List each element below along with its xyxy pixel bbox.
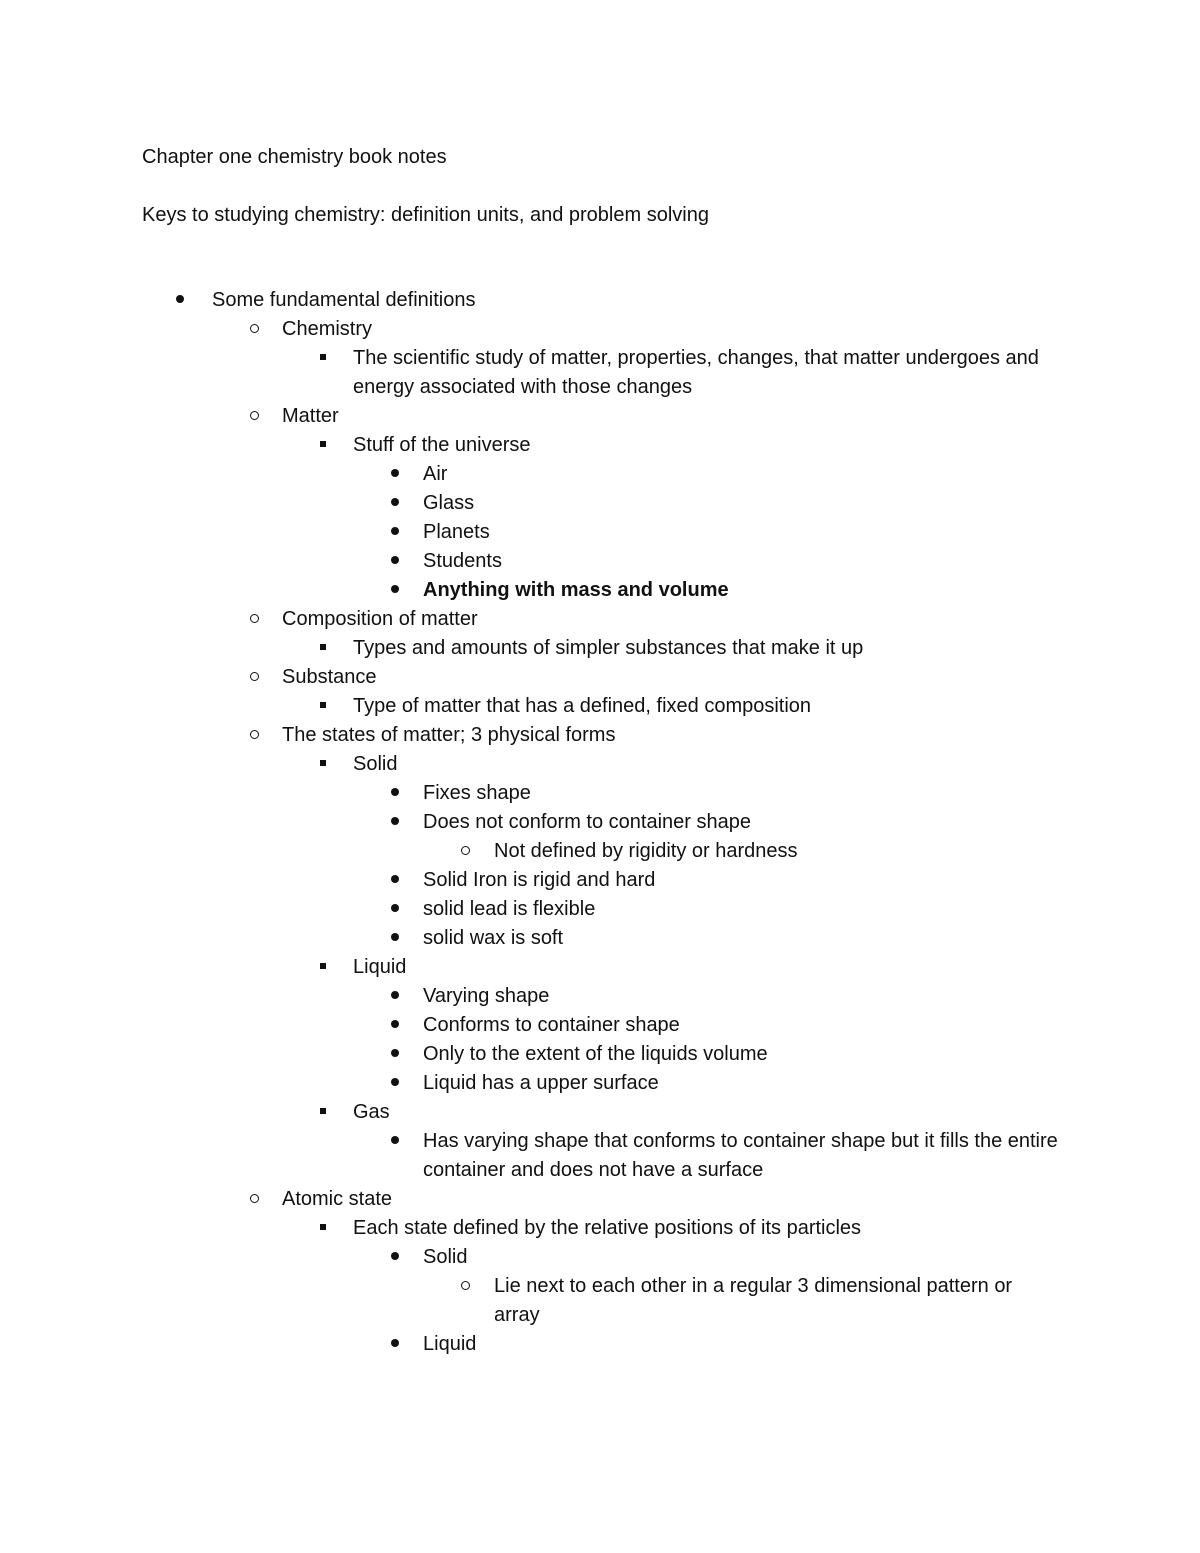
- list-item: [0, 576, 1060, 605]
- dot-bullet-icon: [385, 1127, 405, 1156]
- list-item: [0, 866, 1060, 895]
- notes-outline: [0, 286, 1200, 1359]
- list-item: [0, 489, 1060, 518]
- square-bullet-icon: [313, 634, 333, 663]
- list-item: [0, 895, 1060, 924]
- square-bullet-icon: [313, 1098, 333, 1127]
- dot-bullet-icon: [385, 1330, 405, 1359]
- list-item-text: solid lead is flexible: [423, 898, 596, 920]
- list-item-text: Chemistry: [282, 318, 373, 340]
- list-item: [0, 808, 1060, 837]
- list-item-text: Each state defined by the relative positions of its particles: [353, 1217, 862, 1239]
- list-item: [0, 1098, 1060, 1127]
- list-item-text: Does not conform to container shape: [423, 811, 751, 833]
- list-item-text: Planets: [423, 521, 490, 543]
- circle-bullet-icon: [455, 837, 475, 866]
- square-bullet-icon: [313, 1214, 333, 1243]
- list-item: [0, 315, 1060, 344]
- list-item-text: Substance: [282, 666, 377, 688]
- circle-bullet-icon: [244, 1185, 264, 1214]
- list-item-text: Liquid: [423, 1333, 477, 1355]
- list-item: [0, 1127, 1060, 1185]
- list-item-text: Has varying shape that conforms to container shape but it fills the entire container and does not have a surface: [423, 1130, 1058, 1181]
- dot-bullet-icon: [385, 518, 405, 547]
- list-item-text: Glass: [423, 492, 475, 514]
- list-item-text: The scientific study of matter, properties, changes, that matter undergoes and energy associated with those changes: [353, 347, 1039, 398]
- list-item: [0, 837, 1060, 866]
- list-item: [0, 431, 1060, 460]
- list-item-text: Atomic state: [282, 1188, 393, 1210]
- list-item-text: Varying shape: [423, 985, 550, 1007]
- list-item-text: Stuff of the universe: [353, 434, 531, 456]
- list-item-text: Type of matter that has a defined, fixed composition: [353, 695, 812, 717]
- list-item: [0, 924, 1060, 953]
- circle-bullet-icon: [244, 721, 264, 750]
- list-item-text: Lie next to each other in a regular 3 dimensional pattern or array: [494, 1275, 1013, 1326]
- circle-bullet-icon: [244, 605, 264, 634]
- document-subtitle: Keys to studying chemistry: definition units, and problem solving: [142, 204, 709, 226]
- list-item: [0, 663, 1060, 692]
- circle-bullet-icon: [244, 402, 264, 431]
- dot-bullet-icon: [385, 808, 405, 837]
- list-item-text: Conforms to container shape: [423, 1014, 680, 1036]
- list-item: [0, 547, 1060, 576]
- dot-bullet-icon: [385, 460, 405, 489]
- list-item: [0, 1185, 1060, 1214]
- list-item: [0, 982, 1060, 1011]
- circle-bullet-icon: [244, 315, 264, 344]
- square-bullet-icon: [313, 692, 333, 721]
- circle-bullet-icon: [455, 1272, 475, 1301]
- list-item-text: Liquid has a upper surface: [423, 1072, 659, 1094]
- dot-bullet-icon: [385, 982, 405, 1011]
- list-item-text: The states of matter; 3 physical forms: [282, 724, 616, 746]
- list-item: [0, 1330, 1060, 1359]
- dot-bullet-icon: [385, 1011, 405, 1040]
- dot-bullet-icon: [385, 489, 405, 518]
- square-bullet-icon: [313, 750, 333, 779]
- list-item-text: Air: [423, 463, 448, 485]
- dot-bullet-icon: [385, 576, 405, 605]
- dot-bullet-icon: [385, 1069, 405, 1098]
- list-item: [0, 518, 1060, 547]
- list-item-text: Types and amounts of simpler substances that make it up: [353, 637, 864, 659]
- dot-bullet-icon: [385, 924, 405, 953]
- list-item: [0, 721, 1060, 750]
- list-item: [0, 1040, 1060, 1069]
- list-item-text: Solid Iron is rigid and hard: [423, 869, 656, 891]
- list-item-text: Solid: [353, 753, 398, 775]
- dot-bullet-icon: [385, 866, 405, 895]
- list-item-text: Only to the extent of the liquids volume: [423, 1043, 768, 1065]
- list-item: [0, 750, 1060, 779]
- list-item: [0, 1214, 1060, 1243]
- document-title: Chapter one chemistry book notes: [142, 146, 447, 168]
- circle-bullet-icon: [244, 663, 264, 692]
- dot-bullet-icon: [385, 779, 405, 808]
- list-item-text: Gas: [353, 1101, 390, 1123]
- list-item-text: Not defined by rigidity or hardness: [494, 840, 798, 862]
- list-item: [0, 286, 1060, 315]
- list-item: [0, 460, 1060, 489]
- square-bullet-icon: [313, 431, 333, 460]
- dot-bullet-icon: [385, 1243, 405, 1272]
- list-item-text: Solid: [423, 1246, 468, 1268]
- dot-bullet-icon: [170, 286, 190, 315]
- list-item: [0, 953, 1060, 982]
- list-item: [0, 634, 1060, 663]
- list-item: [0, 1243, 1060, 1272]
- list-item: [0, 605, 1060, 634]
- list-item-text: Anything with mass and volume: [423, 579, 729, 601]
- square-bullet-icon: [313, 953, 333, 982]
- dot-bullet-icon: [385, 547, 405, 576]
- list-item: [0, 692, 1060, 721]
- list-item: [0, 402, 1060, 431]
- dot-bullet-icon: [385, 1040, 405, 1069]
- list-item-text: Some fundamental definitions: [212, 289, 476, 311]
- list-item-text: Matter: [282, 405, 339, 427]
- list-item: [0, 1272, 1060, 1330]
- list-item: [0, 779, 1060, 808]
- dot-bullet-icon: [385, 895, 405, 924]
- list-item-text: Fixes shape: [423, 782, 531, 804]
- list-item-text: solid wax is soft: [423, 927, 564, 949]
- list-item-text: Students: [423, 550, 502, 572]
- list-item: [0, 1011, 1060, 1040]
- list-item-text: Liquid: [353, 956, 407, 978]
- list-item: [0, 344, 1060, 402]
- square-bullet-icon: [313, 344, 333, 373]
- list-item-text: Composition of matter: [282, 608, 478, 630]
- list-item: [0, 1069, 1060, 1098]
